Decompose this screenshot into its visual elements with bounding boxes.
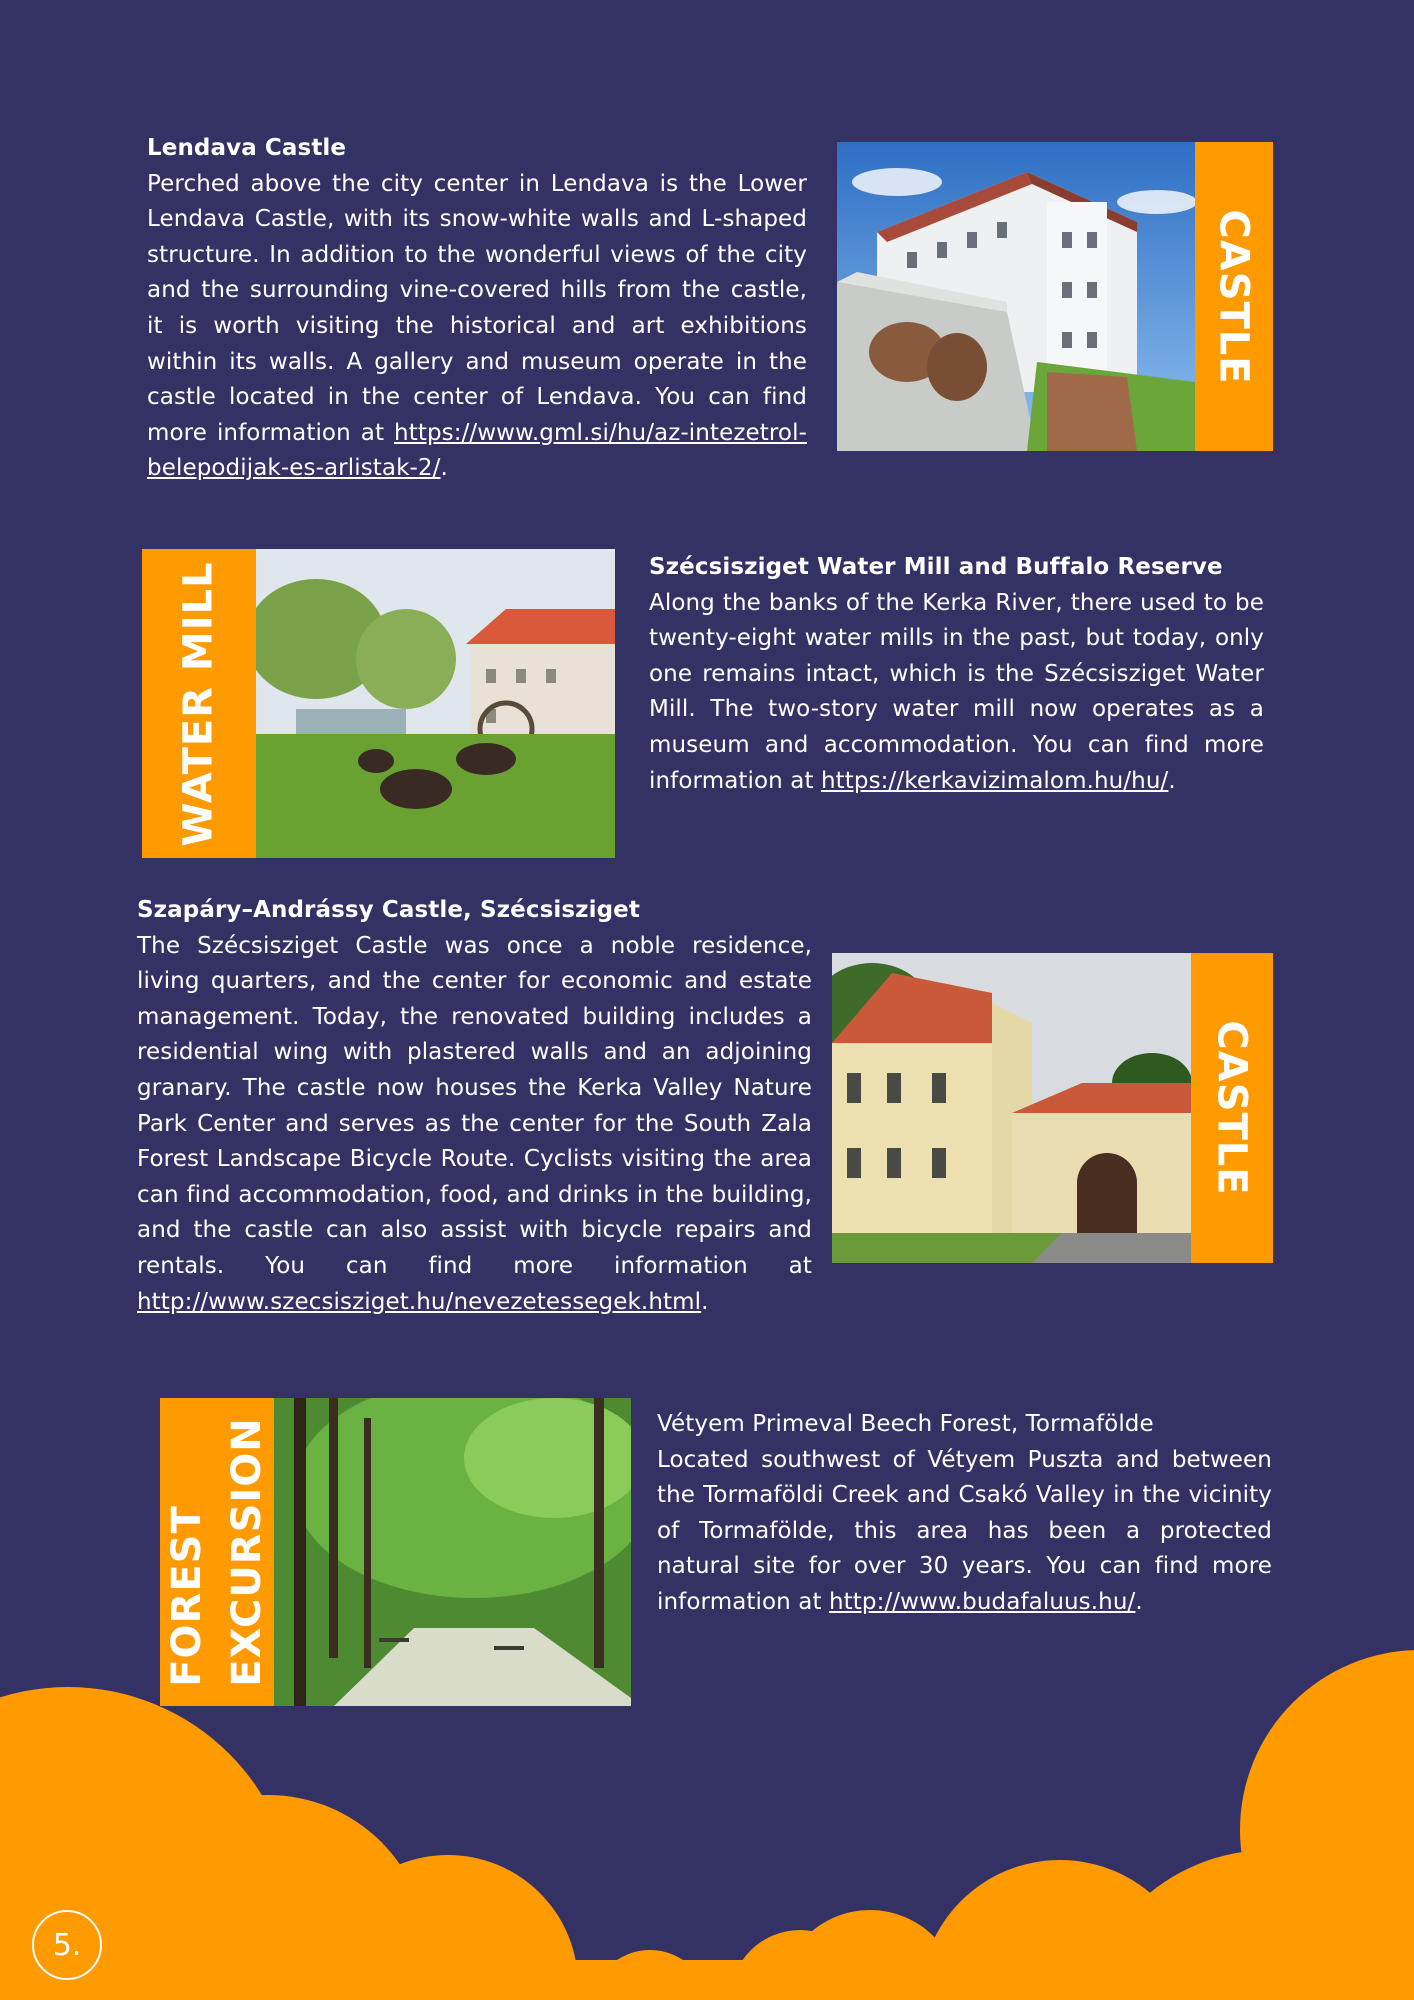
link-period: .	[440, 455, 448, 482]
tag-castle	[1191, 953, 1273, 1263]
water-mill-photo-card	[142, 549, 615, 858]
section-body: Along the banks of the Kerka River, there used to be twenty-eight water mills in the past, but today, only one remains intact, which is the Szécsisziget Water Mill. The two-story water mill now operates as a museum and accommodation. You can find more information at	[649, 589, 1264, 794]
tag-castle	[1195, 142, 1273, 451]
lendava-castle-photo-card	[837, 142, 1273, 451]
water-mill-photo	[256, 549, 615, 858]
lendava-castle-photo	[837, 142, 1195, 451]
section-title: Szapáry–Andrássy Castle, Szécsisziget	[137, 897, 640, 923]
section-title: Lendava Castle	[147, 135, 347, 161]
section-body: Perched above the city center in Lendava is the Lower Lendava Castle, with its snow-white walls and L-shaped structure. In addition to the wonderful views of the city and the surrounding vine-covered hills from the castle, it is worth visiting the historical and art exhibitions within its walls. A gallery and museum operate in the castle located in the center of Lendava. You can find more information at	[147, 170, 807, 446]
section-body: Located southwest of Vétyem Puszta and between the Tormaföldi Creek and Csakó Valley in the vicinity of Tormafölde, this area has been a protected natural site for over 30 years. You can find more information at	[657, 1446, 1272, 1615]
szecsisziget-castle-photo	[832, 953, 1191, 1263]
section-szapary-andrassy-castle	[137, 893, 812, 1320]
tag-label: CASTLE	[1209, 1020, 1255, 1196]
section-title: Szécsisziget Water Mill and Buffalo Reserve	[649, 554, 1223, 580]
section-body: The Szécsisziget Castle was once a noble residence, living quarters, and the center for economic and estate management. Today, the renovated building includes a residential wing with plastered walls and an adjoining granary. The castle now houses the Kerka Valley Nature Park Center and serves as the center for the South Zala Forest Landscape Bicycle Route. Cyclists visiting the area can find accommodation, food, and drinks in the building, and the castle can also assist with bicycle repairs and rentals. You can find more information at	[137, 932, 812, 1279]
page-number: 5.	[32, 1910, 102, 1980]
szecsisziget-castle-photo-card	[832, 953, 1273, 1263]
tag-label: CASTLE	[1211, 208, 1257, 385]
link-period: .	[701, 1288, 709, 1315]
tag-label: WATER MILL	[176, 560, 222, 847]
tag-label-line-1: FOREST	[164, 1505, 211, 1687]
info-link[interactable]: https://www.gml.si/hu/az-intezetrol-belepodijak-es-arlistak-2/	[147, 419, 807, 482]
section-title: Vétyem Primeval Beech Forest, Tormafölde	[657, 1411, 1154, 1437]
tag-water-mill	[142, 549, 256, 858]
info-link[interactable]: https://kerkavizimalom.hu/hu/	[820, 767, 1169, 794]
link-period: .	[1168, 767, 1176, 794]
info-link[interactable]: http://www.szecsisziget.hu/nevezetessegek.html	[137, 1288, 702, 1315]
orange-clouds-decoration	[0, 1640, 1414, 2000]
section-lendava-castle	[147, 131, 807, 487]
info-link[interactable]: http://www.budafaluus.hu/	[828, 1588, 1136, 1615]
tag-label-line-2: EXCURSION	[224, 1417, 271, 1687]
link-period: .	[1135, 1588, 1143, 1615]
section-vetyem-beech-forest	[657, 1407, 1272, 1621]
section-water-mill	[649, 550, 1264, 799]
